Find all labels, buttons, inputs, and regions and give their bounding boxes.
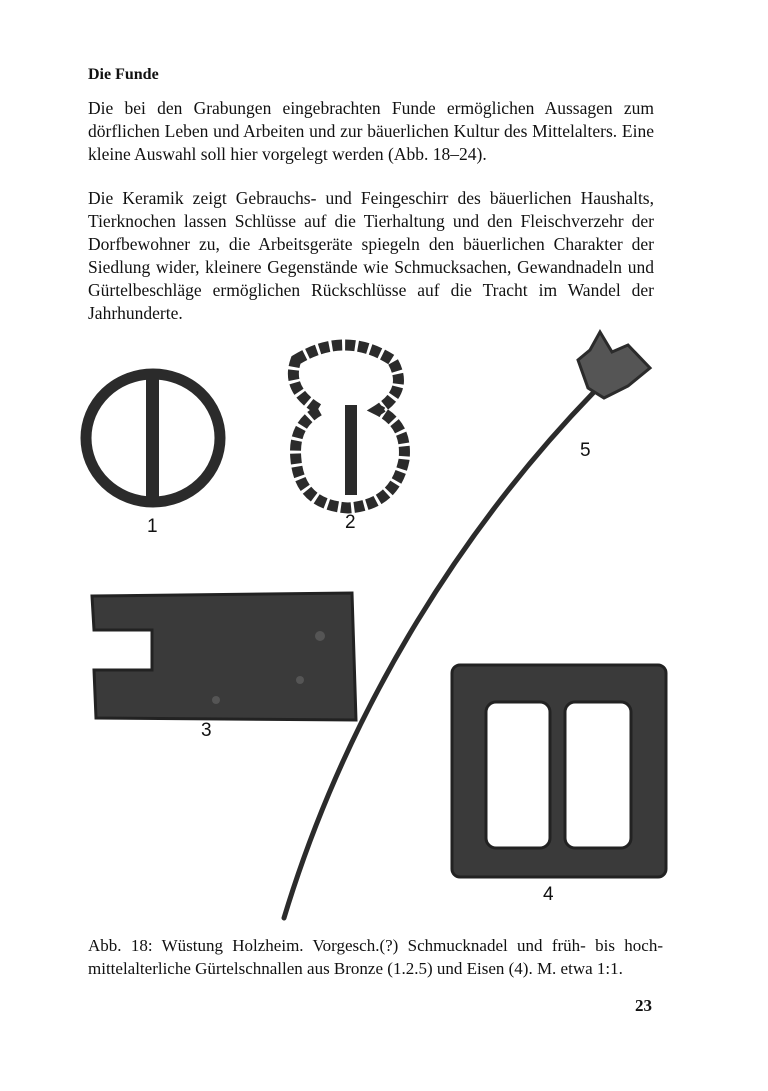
figure-label-3: 3	[201, 720, 212, 741]
belt-plate-object	[92, 593, 356, 720]
figure-label-1: 1	[147, 516, 158, 537]
page-number: 23	[635, 996, 652, 1015]
rectangular-buckle-object	[452, 665, 666, 877]
figure-label-4: 4	[543, 884, 554, 905]
figure-eight-buckle-object	[293, 345, 404, 508]
section-heading: Die Funde	[88, 66, 159, 83]
round-buckle-object	[86, 372, 220, 502]
paragraph-intro: Die bei den Grabungen eingebrachten Funde ermöglichen Aussagen zum dörflichen Leben und Arbeiten und zur bäuerlichen Kultur des Mittelalters. Eine kleine Auswahl soll hier vorgelegt werden (Abb. 18–24).	[88, 98, 654, 164]
figure-caption: Abb. 18: Wüstung Holzheim. Vorgesch.(?) Schmucknadel und früh- bis hoch-mittelalterliche Gürtelschnallen aus Bronze (1.2.5) und Eisen (4). M. etwa 1:1.	[88, 936, 663, 978]
figure-label-2: 2	[345, 512, 356, 533]
figure-label-5: 5	[580, 440, 591, 461]
paragraph-ceramics: Die Keramik zeigt Gebrauchs- und Feingeschirr des bäuerlichen Haushalts, Tierknochen lassen Schlüsse auf die Tierhaltung und den Fleischverzehr der Dorfbewohner zu, die Arbeitsgeräte spiegeln den bäuerlichen Charakter der Siedlung wider, kleinere Gegenstände wie Schmucksachen, Gewandnadeln und Gürtelbeschläge ermöglichen Rückschlüsse auf die Tracht im Wandel der Jahrhunderte.	[88, 188, 654, 323]
